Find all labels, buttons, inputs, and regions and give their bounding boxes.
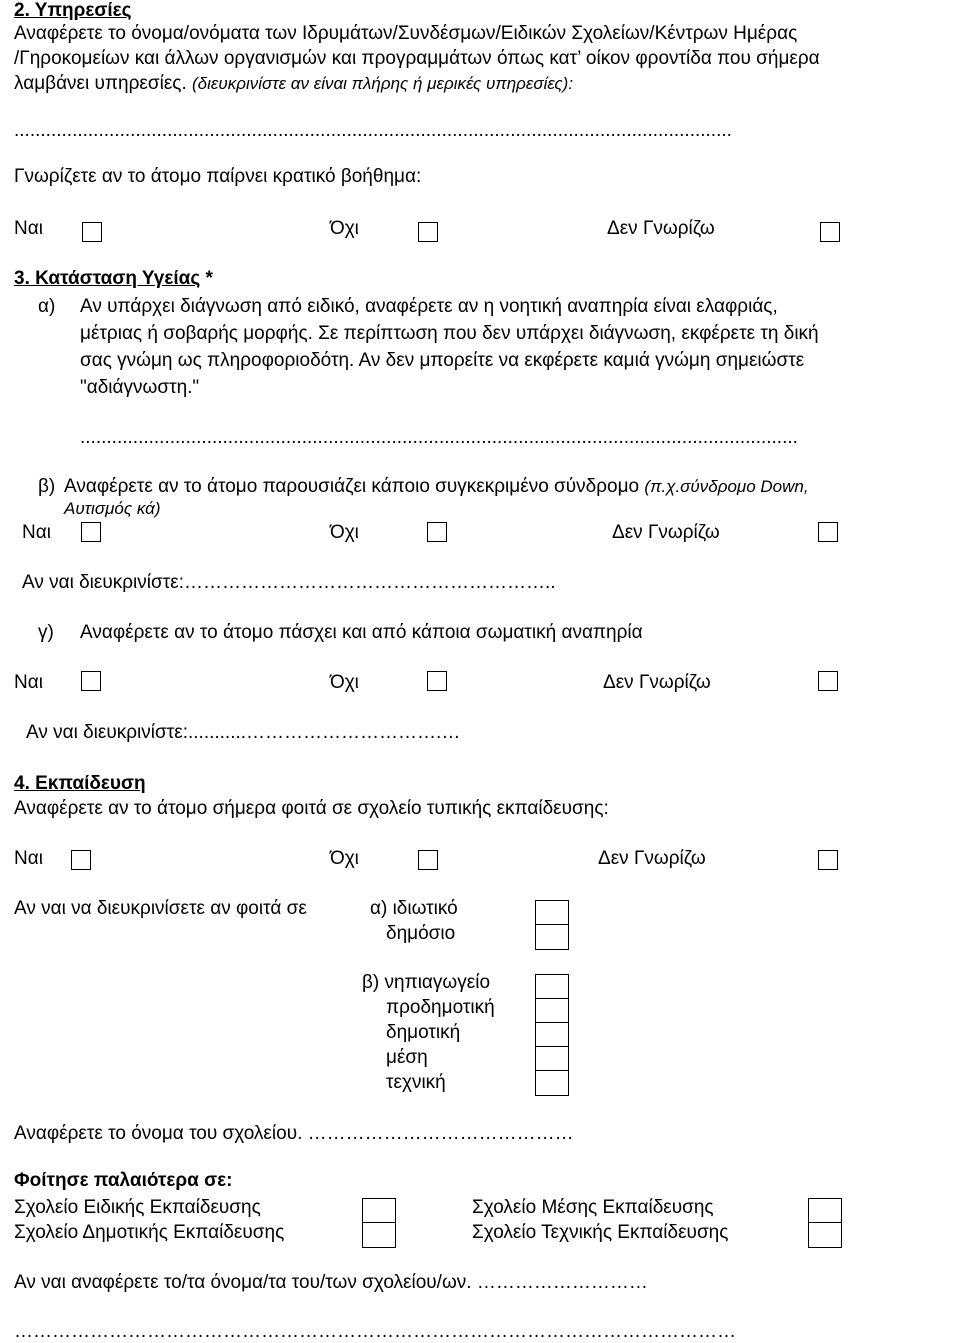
school-no-label: Όχι <box>330 848 359 869</box>
school-yes-checkbox[interactable] <box>71 850 91 870</box>
option-private: α) ιδιωτικό <box>370 898 458 919</box>
option-technical: τεχνική <box>386 1072 446 1093</box>
section-4-heading: 4. Εκπαίδευση <box>14 773 146 794</box>
past-schools-heading: Φοίτησε παλαιότερα σε: <box>14 1170 233 1191</box>
health-a-line-1: Αν υπάρχει διάγνωση από ειδικό, αναφέρετε αν η νοητική αναπηρία είναι ελαφριάς, <box>80 296 778 317</box>
final-answer-line: …………………………………………………………………………………………………… <box>14 1321 736 1342</box>
kindergarten-checkbox[interactable] <box>536 975 568 999</box>
benefit-no-label: Όχι <box>330 218 359 239</box>
services-text-line-2: /Γηροκομείων και άλλων οργανισμών και προγραμμάτων όπως κατ’ οίκον φροντίδα που σήμερα <box>14 48 820 69</box>
technical-checkbox[interactable] <box>536 1071 568 1095</box>
education-question: Αναφέρετε αν το άτομο σήμερα φοιτά σε σχολείο τυπικής εκπαίδευσης: <box>14 798 609 819</box>
option-secondary: μέση <box>386 1047 428 1068</box>
disability-no-label: Όχι <box>330 672 359 693</box>
health-a-line-3: σας γνώμη ως πληροφοριοδότη. Αν δεν μπορείτε να εκφέρετε καμιά γνώμη σημειώστε <box>80 350 805 371</box>
private-checkbox[interactable] <box>536 901 568 925</box>
school-dont-know-checkbox[interactable] <box>818 850 838 870</box>
preprimary-checkbox[interactable] <box>536 999 568 1023</box>
disability-dont-know-checkbox[interactable] <box>818 671 838 691</box>
services-note: (διευκρινίστε αν είναι πλήρης ή μερικές υπηρεσίες): <box>192 74 574 93</box>
past-school-right-checkbox-group <box>808 1198 842 1248</box>
syndrome-no-checkbox[interactable] <box>427 522 447 542</box>
attend-prompt: Αν ναι να διευκρινίσετε αν φοιτά σε <box>14 898 307 919</box>
health-b-example: Αυτισμός κά) <box>64 499 161 518</box>
benefit-dont-know-label: Δεν Γνωρίζω <box>607 218 715 239</box>
syndrome-yes-checkbox[interactable] <box>81 522 101 542</box>
disability-dont-know-label: Δεν Γνωρίζω <box>603 672 711 693</box>
school-yes-label: Ναι <box>14 848 43 869</box>
syndrome-specify-line: Αν ναι διευκρινίστε:………………………………………………….. <box>22 572 556 593</box>
health-b-label: β) <box>38 476 56 497</box>
health-c-label: γ) <box>38 622 54 643</box>
technical-school-label: Σχολείο Τεχνικής Εκπαίδευσης <box>472 1222 729 1243</box>
secondary-school-checkbox[interactable] <box>809 1199 841 1223</box>
past-school-left-checkbox-group <box>362 1198 396 1248</box>
health-a-line-4: "αδιάγνωστη." <box>80 377 200 398</box>
benefit-dont-know-checkbox[interactable] <box>820 222 840 242</box>
option-kindergarten: β) νηπιαγωγείο <box>362 972 491 993</box>
disability-yes-label: Ναι <box>14 672 43 693</box>
disability-yes-checkbox[interactable] <box>81 671 101 691</box>
special-school-label: Σχολείο Ειδικής Εκπαίδευσης <box>14 1197 261 1218</box>
disability-specify-line: Αν ναι διευκρινίστε:...........………………………….… <box>26 722 461 743</box>
school-type-checkbox-group <box>535 900 569 950</box>
benefit-yes-label: Ναι <box>14 218 43 239</box>
primary-school-checkbox[interactable] <box>363 1223 395 1247</box>
primary-checkbox[interactable] <box>536 1023 568 1047</box>
services-text-line-3: λαμβάνει υπηρεσίες. (διευκρινίστε αν είναι πλήρης ή μερικές υπηρεσίες): <box>14 73 574 94</box>
public-checkbox[interactable] <box>536 925 568 949</box>
services-text-line-1: Αναφέρετε το όνομα/ονόματα των Ιδρυμάτων/Συνδέσμων/Ειδικών Σχολείων/Κέντρων Ημέρας <box>14 23 798 44</box>
health-b-text: Αναφέρετε αν το άτομο παρουσιάζει κάποιο συγκεκριμένο σύνδρομο (π.χ.σύνδρομο Down, <box>64 476 809 497</box>
secondary-school-label: Σχολείο Μέσης Εκπαίδευσης <box>472 1197 714 1218</box>
health-c-text: Αναφέρετε αν το άτομο πάσχει και από κάποια σωματική αναπηρία <box>80 622 643 643</box>
health-a-line-2: μέτριας ή σοβαρής μορφής. Σε περίπτωση που δεν υπάρχει διάγνωση, εκφέρετε τη δική <box>80 323 819 344</box>
option-primary: δημοτική <box>386 1022 461 1043</box>
technical-school-checkbox[interactable] <box>809 1223 841 1247</box>
benefit-no-checkbox[interactable] <box>418 222 438 242</box>
school-name-line: Αναφέρετε το όνομα του σχολείου. …………………………………… <box>14 1123 574 1144</box>
benefit-question: Γνωρίζετε αν το άτομο παίρνει κρατικό βοήθημα: <box>14 166 422 187</box>
secondary-checkbox[interactable] <box>536 1047 568 1071</box>
health-a-answer-line: ........................................................................................................................................ <box>80 427 798 448</box>
disability-no-checkbox[interactable] <box>427 671 447 691</box>
syndrome-dont-know-label: Δεν Γνωρίζω <box>612 522 720 543</box>
special-school-checkbox[interactable] <box>363 1199 395 1223</box>
syndrome-no-label: Όχι <box>330 522 359 543</box>
school-no-checkbox[interactable] <box>418 850 438 870</box>
syndrome-yes-label: Ναι <box>22 522 51 543</box>
primary-school-label: Σχολείο Δημοτικής Εκπαίδευσης <box>14 1222 285 1243</box>
required-asterisk: * <box>205 268 213 289</box>
option-public: δημόσιο <box>386 923 456 944</box>
option-preprimary: προδημοτική <box>386 997 495 1018</box>
services-answer-line: ........................................................................................................................................ <box>14 120 732 141</box>
syndrome-dont-know-checkbox[interactable] <box>818 522 838 542</box>
section-2-heading: 2. Υπηρεσίες <box>14 0 132 21</box>
school-dont-know-label: Δεν Γνωρίζω <box>598 848 706 869</box>
section-3-heading: 3. Κατάσταση Υγείας * <box>14 268 213 289</box>
health-a-label: α) <box>38 296 56 317</box>
benefit-yes-checkbox[interactable] <box>82 222 102 242</box>
schools-names-line: Αν ναι αναφέρετε το/τα όνομα/τα του/των σχολείου/ων. ……………………… <box>14 1272 648 1293</box>
school-level-checkbox-group <box>535 974 569 1096</box>
